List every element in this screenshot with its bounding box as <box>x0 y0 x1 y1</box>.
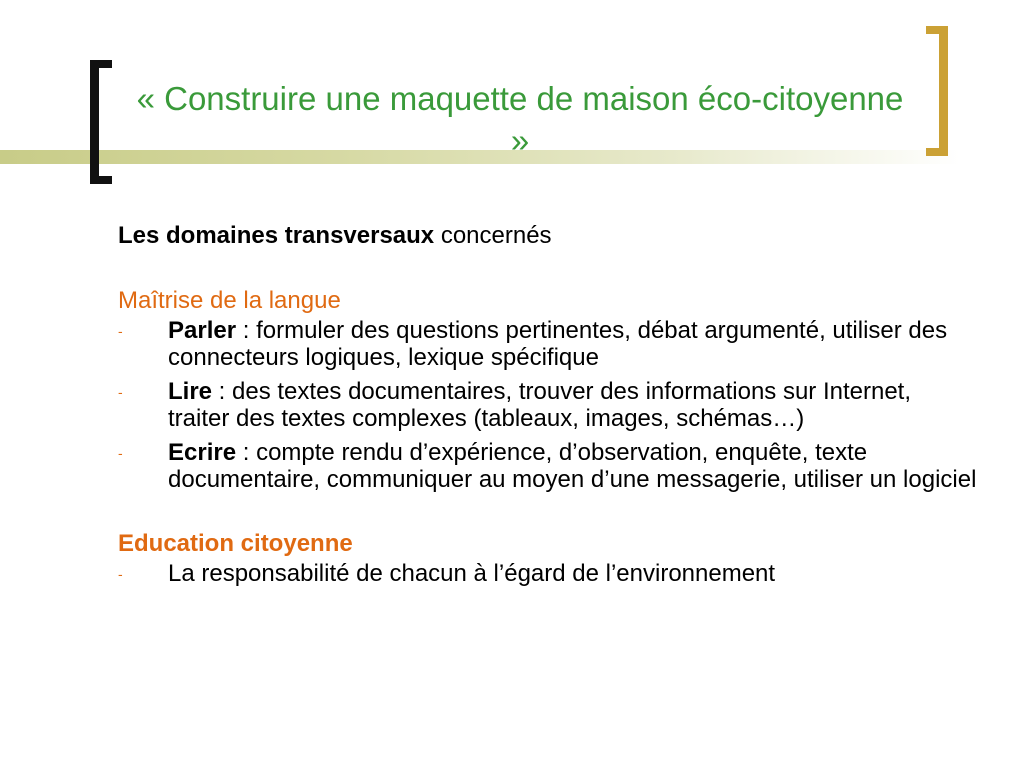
item-text: : des textes documentaires, trouver des informations sur Internet, traiter des textes complexes (tableaux, images, schémas…) <box>168 378 912 432</box>
section-heading-langue: Maîtrise de la langue <box>118 287 341 314</box>
right-bracket-decor <box>926 26 948 156</box>
left-bracket-decor <box>90 60 112 184</box>
item-text: : compte rendu d’expérience, d’observation, enquête, texte documentaire, communiquer au moyen d’une messagerie, utiliser un logiciel <box>168 439 977 493</box>
list-item <box>118 439 978 493</box>
bullet-dash: - <box>118 384 123 400</box>
section-list-langue <box>118 317 978 493</box>
list-item <box>118 378 978 432</box>
intro-line <box>118 222 978 249</box>
item-term: Ecrire <box>168 439 237 466</box>
list-item <box>118 317 978 371</box>
bullet-dash: - <box>118 323 123 339</box>
list-item <box>118 560 978 587</box>
intro-bold: Les domaines transversaux <box>118 222 435 249</box>
slide-title: « Construire une maquette de maison éco-citoyenne » <box>136 80 904 159</box>
section-list-citoyenne <box>118 560 978 587</box>
section-heading-citoyenne: Education citoyenne <box>118 530 353 557</box>
item-term: Lire <box>168 378 213 405</box>
bullet-dash: - <box>118 566 123 582</box>
item-text: : formuler des questions pertinentes, débat argumenté, utiliser des connecteurs logiques, lexique spécifique <box>168 317 948 371</box>
slide-body <box>118 222 978 587</box>
item-term: Parler <box>168 317 237 344</box>
intro-rest: concernés <box>434 222 552 249</box>
item-text: La responsabilité de chacun à l’égard de l’environnement <box>168 560 776 587</box>
bullet-dash: - <box>118 445 123 461</box>
